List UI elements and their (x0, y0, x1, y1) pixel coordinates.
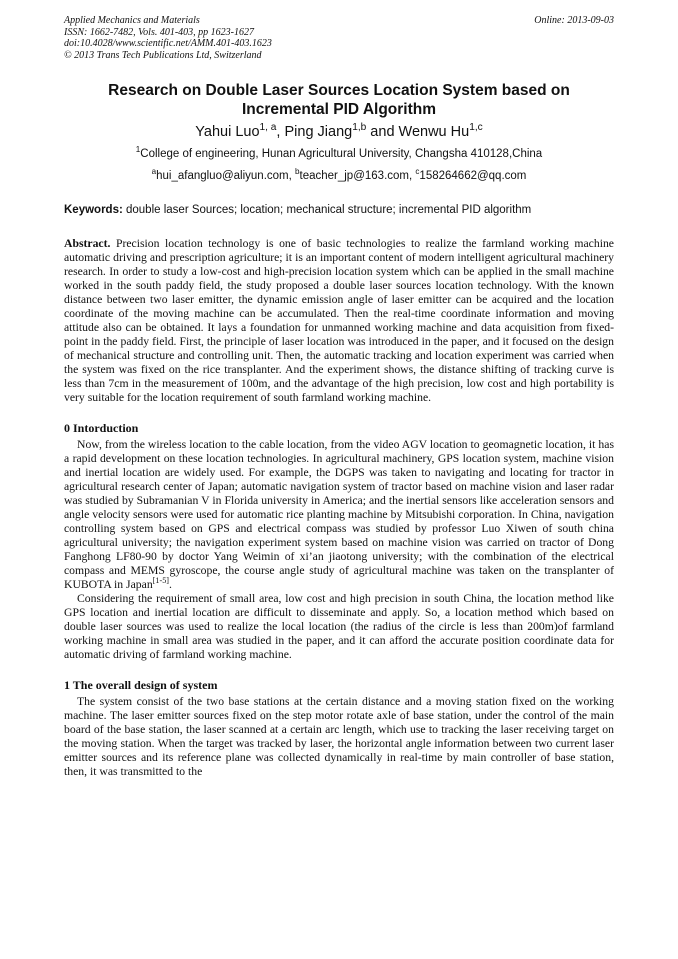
keywords-text: double laser Sources; location; mechanical structure; incremental PID algorithm (122, 204, 532, 217)
author-affil-mark: 1, a (259, 122, 277, 134)
author-name: Yahui Luo (195, 124, 260, 141)
email-mark: a (151, 167, 157, 177)
doi-line: doi:10.4028/www.scientific.net/AMM.401-403.1623 (64, 38, 272, 50)
section-heading-introduction: 0 Intorduction (64, 421, 139, 436)
abstract-label: Abstract. (64, 237, 111, 251)
email-mark: c (415, 167, 420, 177)
copyright-line: © 2013 Trans Tech Publications Ltd, Switzerland (64, 49, 262, 61)
section-heading-overall-design: 1 The overall design of system (64, 678, 218, 693)
journal-name: Applied Mechanics and Materials (64, 15, 200, 26)
author-name: Ping Jiang (284, 124, 353, 141)
affiliation (64, 147, 614, 162)
paragraph: The system consist of the two base stations at the certain distance and a moving station fixed on the working machine. The laser emitter sources fixed on the step motor rotate axle of base station, under the control of the main board of the base station, the laser scanned at a certain arc length, which use to tracking the laser receiving target on the moving station. When the target was tracked by laser, the horizontal angle information between two current laser emitter sources and its reference plane was collected dynamically in real-time by main controller of base station, then, it was transmitted to the (64, 695, 614, 779)
paragraph-text: Now, from the wireless location to the cable location, from the video AGV location to geomagnetic location, it has a rapid development on these location technologies. In agricultural machinery, GPS location system, machine vision and inertial location are widely used. For example, the DGPS was taken to navigating and locating for tractor in agricultural research center of Japan; automatic navigation system of tractor based on machine vision and laser radar was studied by Subramanian V in Florida university in America; and the inertial sensors like acceleration sensors and angle velocity sensors were used for automatic rice planting machine by Mitsubishi corporation. In China, navigation controlling system based on GPS and electrical compass was studied by professor Luo Xiwen of south china agricultural university; the navigation experiment system based on machine vision was carried on tractor of Dong Fanghong LF80-90 by doctor Yang Weimin of xi’an jiaotong university; with the combination of the electrical compass and MEMS gyroscope, the course angle study of agricultural machine was taken on the transplanter of KUBOTA in Japan (64, 438, 614, 592)
author-name: Wenwu Hu (398, 124, 470, 141)
email-address: hui_afangluo@aliyun.com, (156, 170, 296, 183)
author-separator: and (366, 124, 399, 141)
keywords (64, 203, 614, 218)
issn-line: ISSN: 1662-7482, Vols. 401-403, pp 1623-1627 (64, 26, 254, 38)
affiliation-mark: 1 (135, 145, 141, 155)
author-separator: , (276, 124, 285, 141)
journal-header (64, 15, 614, 61)
paragraph-end: . (169, 578, 172, 592)
email-mark: b (295, 167, 300, 177)
affiliation-text: College of engineering, Hunan Agricultural University, Changsha 410128,China (140, 148, 543, 161)
keywords-label: Keywords: (64, 204, 123, 217)
paragraph: Considering the requirement of small area, low cost and high precision in south China, the location method like GPS location and inertial location are difficult to disseminate and apply. So, a location method which based on double laser sources was used to realize the local location (the radius of the circle is less than 200m)of farmland working machine in small area was studied in the paper, and it can afford the accurate position coordinate data for automatic driving of farmland working machine. (64, 592, 614, 662)
author-list (64, 123, 614, 141)
online-date: Online: 2013-09-03 (534, 15, 614, 26)
author-affil-mark: 1,b (352, 122, 367, 134)
abstract (64, 237, 614, 405)
email-address: 158264662@qq.com (419, 170, 527, 183)
author-emails (64, 169, 614, 184)
abstract-text: Precision location technology is one of basic technologies to realize the farmland working machine automatic driving and prescription agriculture; it is an important content of modern intelligent agricultural machinery research. In order to study a low-cost and high-precision location system which can be applied in the small machine worked in the south paddy field, the study proposed a double laser sources location technology. With the known distance between two laser emitter, the dynamic emission angle of laser emitter can be acquired and the location coordinate of the moving machine can be accumulated. Then the real-time coordinate information and moving attitude also can be obtained. It lays a foundation for unmanned working machine and data acquisition from fixed-point in the paddy field. First, the principle of laser location was introduced in the paper, and it focused on the design of mechanical structure and controlling unit. Then, the automatic tracking and location experiment was carried when the system was fixed on the rice transplanter. And the experiment shows, the distance shifting of tracking curve is less than 7cm in the measurement of 100m, and the advantage of the high precision, low cost and high portability is very suitable for the location requirement of south farmland working machine. (64, 237, 614, 405)
author-affil-mark: 1,c (469, 122, 483, 134)
paper-title: Research on Double Laser Sources Location System based on Incremental PID Algorithm (108, 82, 570, 119)
email-address: teacher_jp@163.com, (299, 170, 416, 183)
paragraph (64, 438, 614, 592)
citation-ref: [1-5] (152, 576, 170, 586)
